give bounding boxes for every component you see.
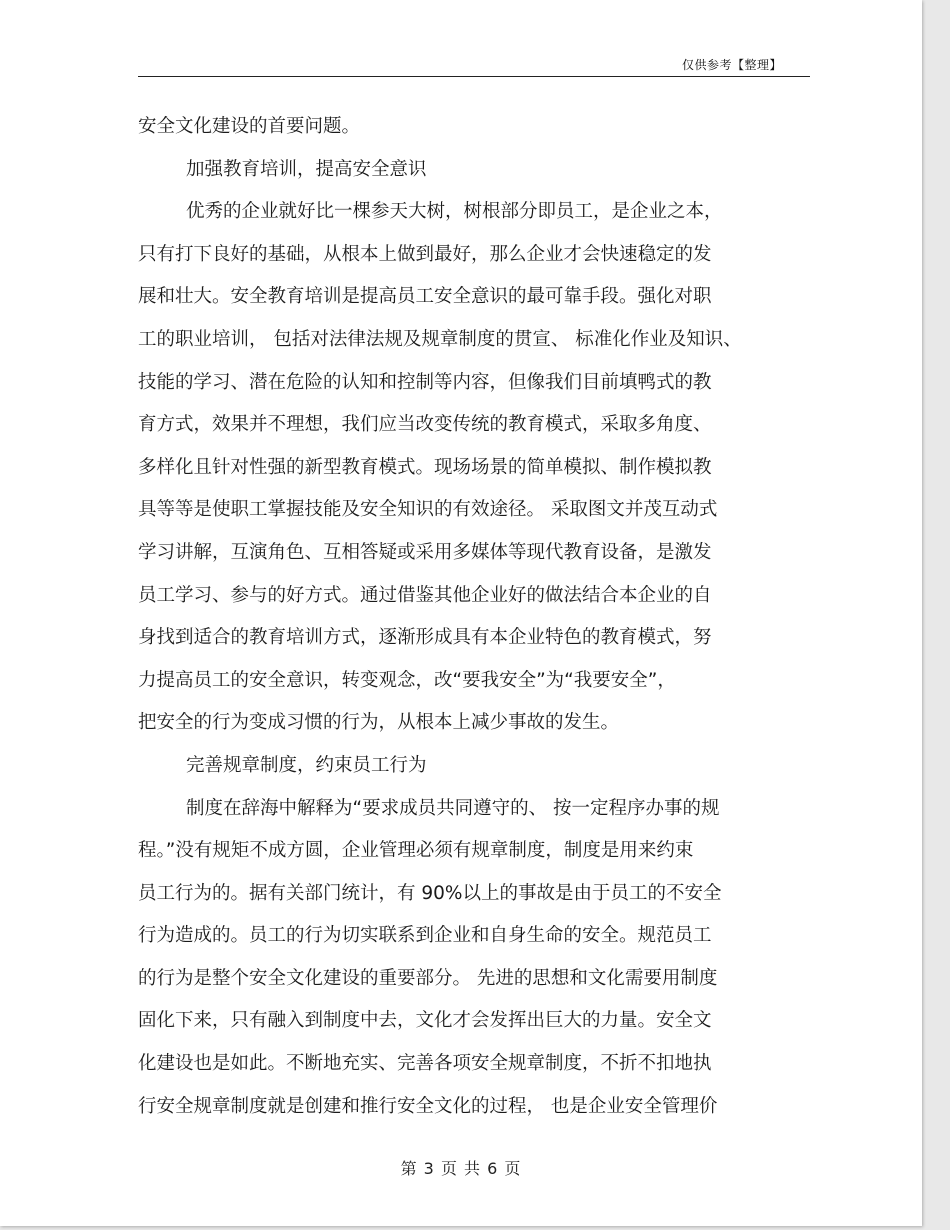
body-line: 技能的学习、潜在危险的认知和控制等内容，但像我们目前填鸭式的教	[138, 371, 712, 393]
paragraph-first-line: 制度在辞海中解释为“要求成员共同遵守的、 按一定程序办事的规	[186, 797, 720, 819]
page-number-footer: 第 3 页 共 6 页	[400, 1159, 522, 1178]
body-line: 固化下来，只有融入到制度中去，文化才会发挥出巨大的力量。安全文	[138, 1010, 712, 1032]
body-line: 只有打下良好的基础，从根本上做到最好，那么企业才会快速稳定的发	[138, 243, 712, 265]
body-line: 程。”没有规矩不成方圆，企业管理必须有规章制度，制度是用来约束	[138, 840, 694, 862]
body-line: 育方式，效果并不理想，我们应当改变传统的教育模式，采取多角度、	[138, 414, 712, 436]
section-heading: 完善规章制度，约束员工行为	[186, 754, 427, 776]
body-line: 的行为是整个安全文化建设的重要部分。 先进的思想和文化需要用制度	[138, 967, 718, 989]
body-line: 化建设也是如此。不断地充实、完善各项安全规章制度，不折不扣地执	[138, 1053, 712, 1075]
body-line: 安全文化建设的首要问题。	[138, 116, 361, 137]
body-line: 行为造成的。员工的行为切实联系到企业和自身生命的安全。规范员工	[138, 925, 712, 947]
body-line: 行安全规章制度就是创建和推行安全文化的过程， 也是企业安全管理价	[138, 1095, 718, 1117]
body-line: 多样化且针对性强的新型教育模式。现场场景的简单模拟、制作模拟教	[138, 456, 712, 478]
body-line: 员工行为的。据有关部门统计，有 90%以上的事故是由于员工的不安全	[138, 882, 722, 904]
body-line: 工的职业培训， 包括对法律法规及规章制度的贯宣、 标准化作业及知识、	[138, 328, 742, 350]
body-line: 展和壮大。安全教育培训是提高员工安全意识的最可靠手段。强化对职	[138, 286, 712, 308]
body-line: 员工学习、参与的好方式。通过借鉴其他企业好的做法结合本企业的自	[138, 584, 712, 606]
body-line: 学习讲解，互演角色、互相答疑或采用多媒体等现代教育设备，是激发	[138, 541, 712, 563]
section-heading: 加强教育培训，提高安全意识	[186, 158, 427, 180]
body-line: 力提高员工的安全意识，转变观念，改“要我安全”为“我要安全”，	[138, 669, 676, 691]
header-divider	[138, 76, 810, 77]
body-line: 把安全的行为变成习惯的行为，从根本上减少事故的发生。	[138, 712, 620, 734]
paragraph-first-line: 优秀的企业就好比一棵参天大树，树根部分即员工，是企业之本，	[186, 201, 723, 223]
body-line: 身找到适合的教育培训方式，逐渐形成具有本企业特色的教育模式，努	[138, 627, 712, 649]
page-header: 仅供参考【整理】	[681, 58, 782, 72]
body-line: 具等等是使职工掌握技能及安全知识的有效途径。 采取图文并茂互动式	[138, 499, 718, 521]
document-body	[138, 106, 810, 1128]
